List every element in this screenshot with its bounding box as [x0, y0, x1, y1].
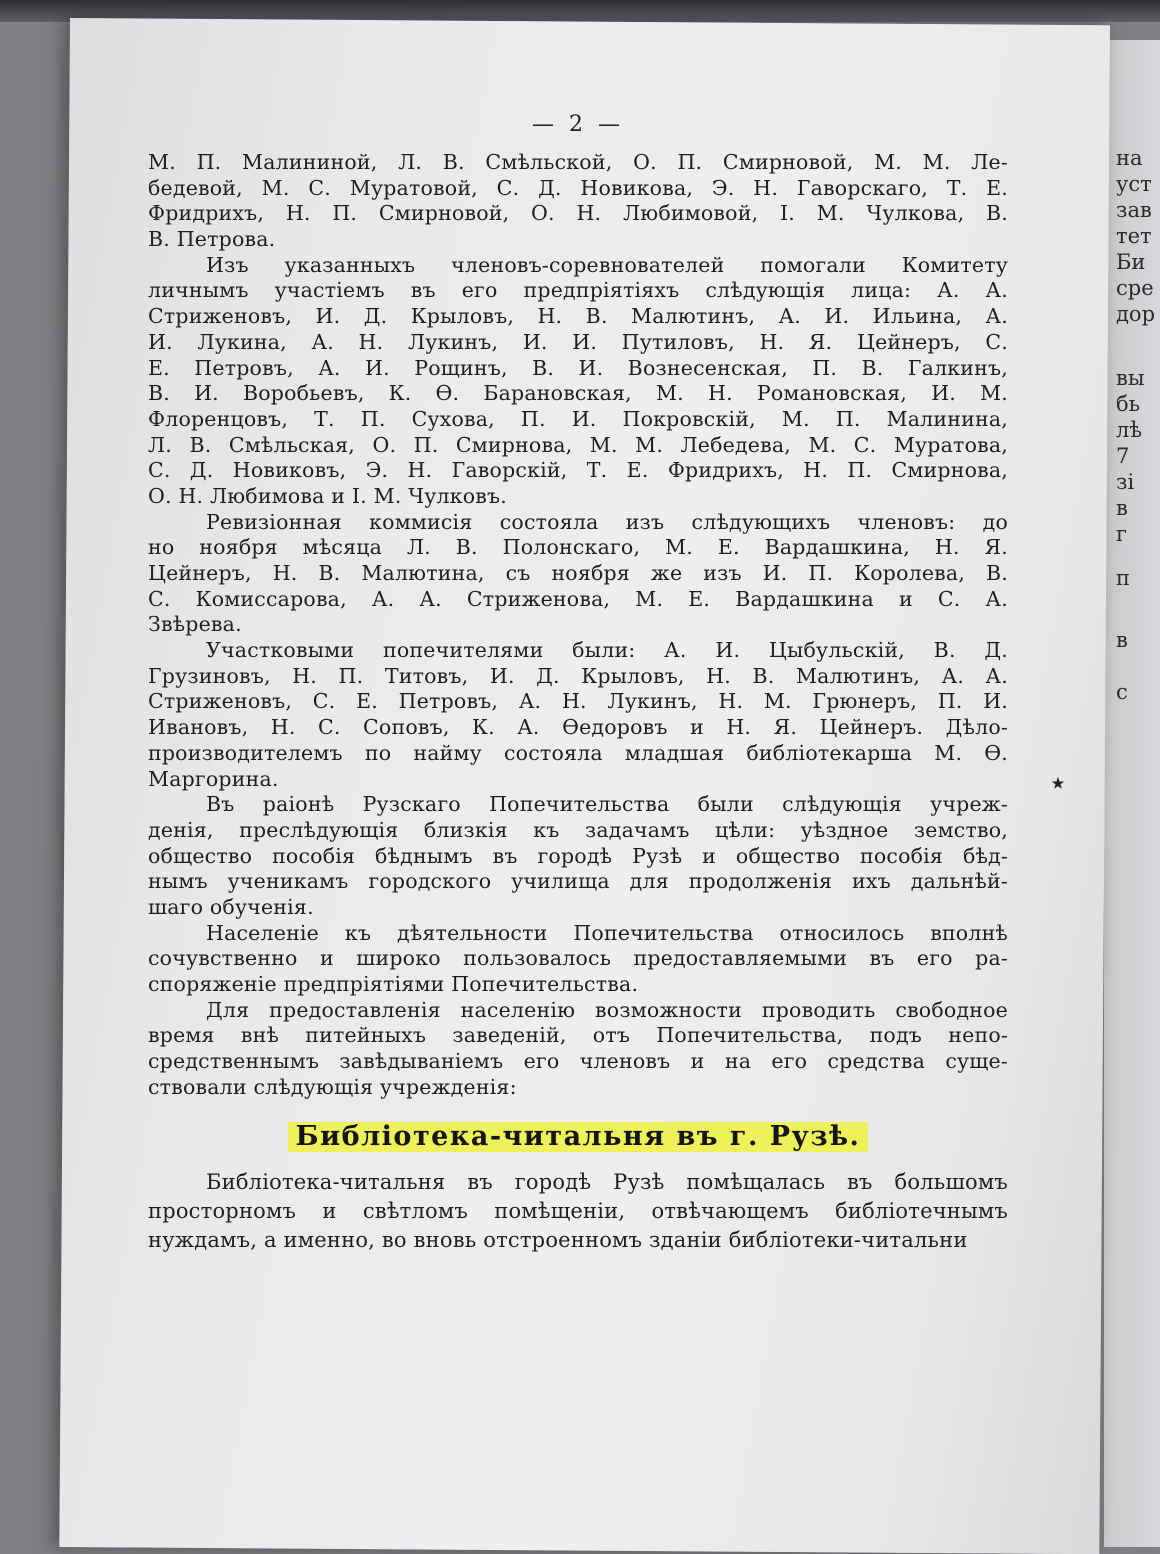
adjacent-page-fragment: уст — [1116, 172, 1152, 196]
paragraph — [148, 150, 1008, 253]
text-line: Звѣрева. — [148, 612, 242, 637]
text-line: Ревизіонная коммисія состояла изъ слѣдующихъ членовъ: до — [206, 509, 1008, 534]
document-text — [148, 112, 1008, 1255]
paragraph-list — [148, 150, 1008, 1100]
text-line: Стриженовъ, И. Д. Крыловъ, Н. В. Малютинъ, А. И. Ильина, А. — [148, 304, 1008, 329]
text-line: Для предоставленія населенію возможности проводить свободное — [206, 997, 1008, 1022]
text-line: Населеніе къ дѣятельности Попечительства относилось вполнѣ — [206, 920, 1008, 945]
text-line: Фридрихъ, Н. П. Смирновой, О. Н. Любимовой, І. М. Чулкова, В. — [148, 201, 1008, 226]
adjacent-page-fragment: вы — [1116, 366, 1145, 390]
section-paragraph — [148, 1168, 1008, 1255]
text-line: сочувственно и широко пользовалось предоставляемыми въ его ра- — [148, 946, 1008, 971]
text-line: денія, преслѣдующія близкія къ задачамъ цѣли: уѣздное земство, — [148, 817, 1008, 842]
text-line: Стриженовъ, С. Е. Петровъ, А. Н. Лукинъ, Н. М. Грюнеръ, П. И. — [148, 689, 1008, 714]
text-line: Цейнеръ, Н. В. Малютина, съ ноября же изъ И. П. Королева, В. — [148, 561, 1008, 585]
adjacent-page-fragment: г — [1116, 522, 1128, 546]
text-line: Маргорина. — [148, 766, 279, 791]
adjacent-page-fragment: бь — [1116, 392, 1141, 416]
adjacent-page-fragment: в — [1116, 628, 1128, 652]
text-line: производителемъ по найму состояла младшая библіотекарша М. Ѳ. — [148, 740, 1008, 765]
text-line: нымъ ученикамъ городского училища для продолженія ихъ дальнѣй- — [148, 869, 1008, 894]
adjacent-page-fragment: с — [1116, 680, 1128, 704]
text-line: Е. Петровъ, А. И. Рощинъ, В. И. Вознесенская, П. В. Галкинъ, — [148, 355, 1008, 380]
paragraph — [148, 253, 1008, 510]
text-line: нуждамъ, а именно, во вновь отстроенномъ зданіи библіотеки-читальни — [148, 1228, 968, 1253]
adjacent-page — [1104, 40, 1160, 1547]
text-line: Ивановъ, Н. С. Соповъ, К. А. Ѳедоровъ и Н. Я. Цейнеръ. Дѣло- — [148, 715, 1008, 740]
text-line: И. Лукина, А. Н. Лукинъ, И. И. Путиловъ, Н. Я. Цейнеръ, С. — [148, 329, 1008, 354]
text-line: М. П. Малининой, Л. В. Смѣльской, О. П. Смирновой, М. М. Ле- — [148, 150, 1008, 174]
text-line: шаго обученія. — [148, 894, 314, 919]
text-line: Грузиновъ, Н. П. Титовъ, И. Д. Крыловъ, Н. В. Малютинъ, А. А. — [148, 663, 1008, 688]
adjacent-page-fragment: Би — [1116, 250, 1146, 274]
text-line: личнымъ участіемъ въ его предпріятіяхъ слѣдующія лица: А. А. — [148, 278, 1008, 303]
page-number: — 2 — — [532, 112, 624, 137]
section-heading-wrap — [148, 1122, 1008, 1152]
paragraph — [148, 1168, 1008, 1255]
adjacent-page-fragment: 7 — [1116, 444, 1130, 468]
text-line: Изъ указанныхъ членовъ-соревнователей помогали Комитету — [206, 252, 1008, 277]
adjacent-page-fragment: зі — [1116, 470, 1135, 494]
text-line: споряженіе предпріятіями Попечительства. — [148, 972, 639, 996]
text-line: просторномъ и свѣтломъ помѣщеніи, отвѣчающемъ библіотечнымъ — [148, 1199, 1008, 1224]
text-line: С. Д. Новиковъ, Э. Н. Гаворскій, Т. Е. Фридрихъ, Н. П. Смирнова, — [148, 458, 1008, 483]
text-line: Библіотека-читальня въ городѣ Рузѣ помѣщалась въ большомъ — [206, 1170, 1008, 1195]
paragraph — [148, 921, 1008, 998]
paragraph — [148, 792, 1008, 920]
speck-mark: ٭ — [1052, 770, 1064, 796]
paragraph — [148, 998, 1008, 1101]
text-line: В. И. Воробьевъ, К. Ѳ. Барановская, М. Н. Романовская, И. М. — [148, 381, 1008, 406]
adjacent-page-fragment: тет — [1116, 224, 1152, 248]
text-line: ствовали слѣдующія учрежденія: — [148, 1074, 517, 1099]
paragraph — [148, 510, 1008, 638]
text-line: но ноября мѣсяца Л. В. Полонскаго, М. Е. Вардашкина, Н. Я. — [148, 535, 1008, 560]
adjacent-page-fragment: лѣ — [1116, 418, 1143, 442]
adjacent-page-fragment: в — [1116, 496, 1128, 520]
adjacent-page-fragment: дор — [1116, 302, 1156, 326]
text-line: О. Н. Любимова и І. М. Чулковъ. — [148, 483, 507, 508]
text-line: общество пособія бѣднымъ въ городѣ Рузѣ и общество пособія бѣд- — [148, 843, 1008, 868]
paragraph — [148, 638, 1008, 792]
text-line: время внѣ питейныхъ заведеній, отъ Попечительства, подъ непо- — [148, 1023, 1008, 1048]
text-line: средственнымъ завѣдываніемъ его членовъ и на его средства суще- — [148, 1049, 1008, 1074]
adjacent-page-fragment: на — [1116, 146, 1143, 170]
text-line: Участковыми попечителями были: А. И. Цыбульскій, В. Д. — [206, 638, 1008, 663]
adjacent-page-fragment: зав — [1116, 198, 1152, 222]
section-heading: Библіотека-читальня въ г. Рузѣ. — [288, 1122, 869, 1152]
text-line: Л. В. Смѣльская, О. П. Смирнова, М. М. Лебедева, М. С. Муратова, — [148, 432, 1008, 457]
adjacent-page-fragment: п — [1116, 566, 1130, 590]
text-line: бедевой, М. С. Муратовой, С. Д. Новикова, Э. Н. Гаворскаго, Т. Е. — [148, 175, 1008, 200]
text-line: Въ раіонѣ Рузскаго Попечительства были слѣдующія учреж- — [206, 792, 1008, 817]
adjacent-page-fragment: сре — [1116, 276, 1154, 300]
text-line: С. Комиссарова, А. А. Стриженова, М. Е. Вардашкина и С. А. — [148, 586, 1008, 611]
text-line: В. Петрова. — [148, 227, 276, 252]
text-line: Флоренцовъ, Т. П. Сухова, П. И. Покровскій, М. П. Малинина, — [148, 406, 1008, 431]
